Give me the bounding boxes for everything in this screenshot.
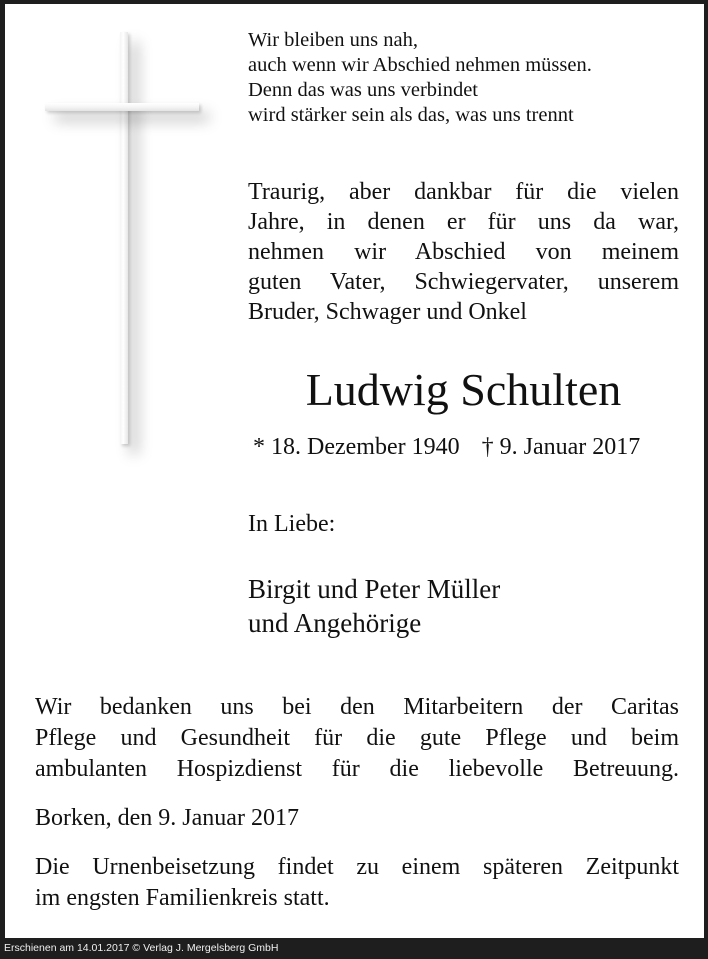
publication-footer: Erschienen am 14.01.2017 © Verlag J. Mergelsberg GmbH	[4, 942, 279, 954]
tribute-line: nehmen wir Abschied von meinem	[248, 239, 679, 265]
birth-date: * 18. Dezember 1940	[253, 434, 460, 460]
thanks-line: ambulanten Hospizdienst für die liebevolle Betreuung.	[35, 756, 679, 782]
deceased-name: Ludwig Schulten	[305, 364, 622, 415]
poem-line: Denn das was uns verbindet	[248, 79, 479, 101]
mourners-names	[248, 572, 500, 640]
cross-vertical-beam	[120, 32, 128, 444]
poem-line: Wir bleiben uns nah,	[248, 29, 418, 51]
cross-icon	[5, 4, 245, 464]
cross-horizontal-beam	[45, 103, 199, 111]
mourner-line: Birgit und Peter Müller	[248, 574, 501, 604]
thanks-line: Wir bedanken uns bei den Mitarbeitern der Caritas	[35, 694, 679, 720]
tribute-line: guten Vater, Schwiegervater, unserem	[248, 269, 679, 295]
tribute-line: Bruder, Schwager und Onkel	[248, 299, 527, 325]
thanks-text	[35, 692, 679, 785]
place-date: Borken, den 9. Januar 2017	[35, 805, 299, 831]
mourners-intro: In Liebe:	[248, 511, 336, 537]
life-dates	[253, 432, 640, 462]
tribute-text	[248, 177, 679, 327]
tribute-line: Jahre, in denen er für uns da war,	[248, 209, 679, 235]
thanks-line: Pflege und Gesundheit für die gute Pflege und beim	[35, 725, 679, 751]
burial-line: im engsten Familienkreis statt.	[35, 885, 330, 911]
poem	[248, 28, 592, 128]
tribute-line: Traurig, aber dankbar für die vielen	[248, 179, 679, 205]
burial-line: Die Urnenbeisetzung findet zu einem späteren Zeitpunkt	[35, 854, 679, 880]
death-date: † 9. Januar 2017	[481, 434, 641, 460]
poem-line: auch wenn wir Abschied nehmen müssen.	[248, 54, 592, 76]
poem-line: wird stärker sein als das, was uns trennt	[248, 104, 574, 126]
obituary-card	[5, 4, 704, 938]
mourner-line: und Angehörige	[248, 608, 422, 638]
burial-notice	[35, 852, 679, 914]
